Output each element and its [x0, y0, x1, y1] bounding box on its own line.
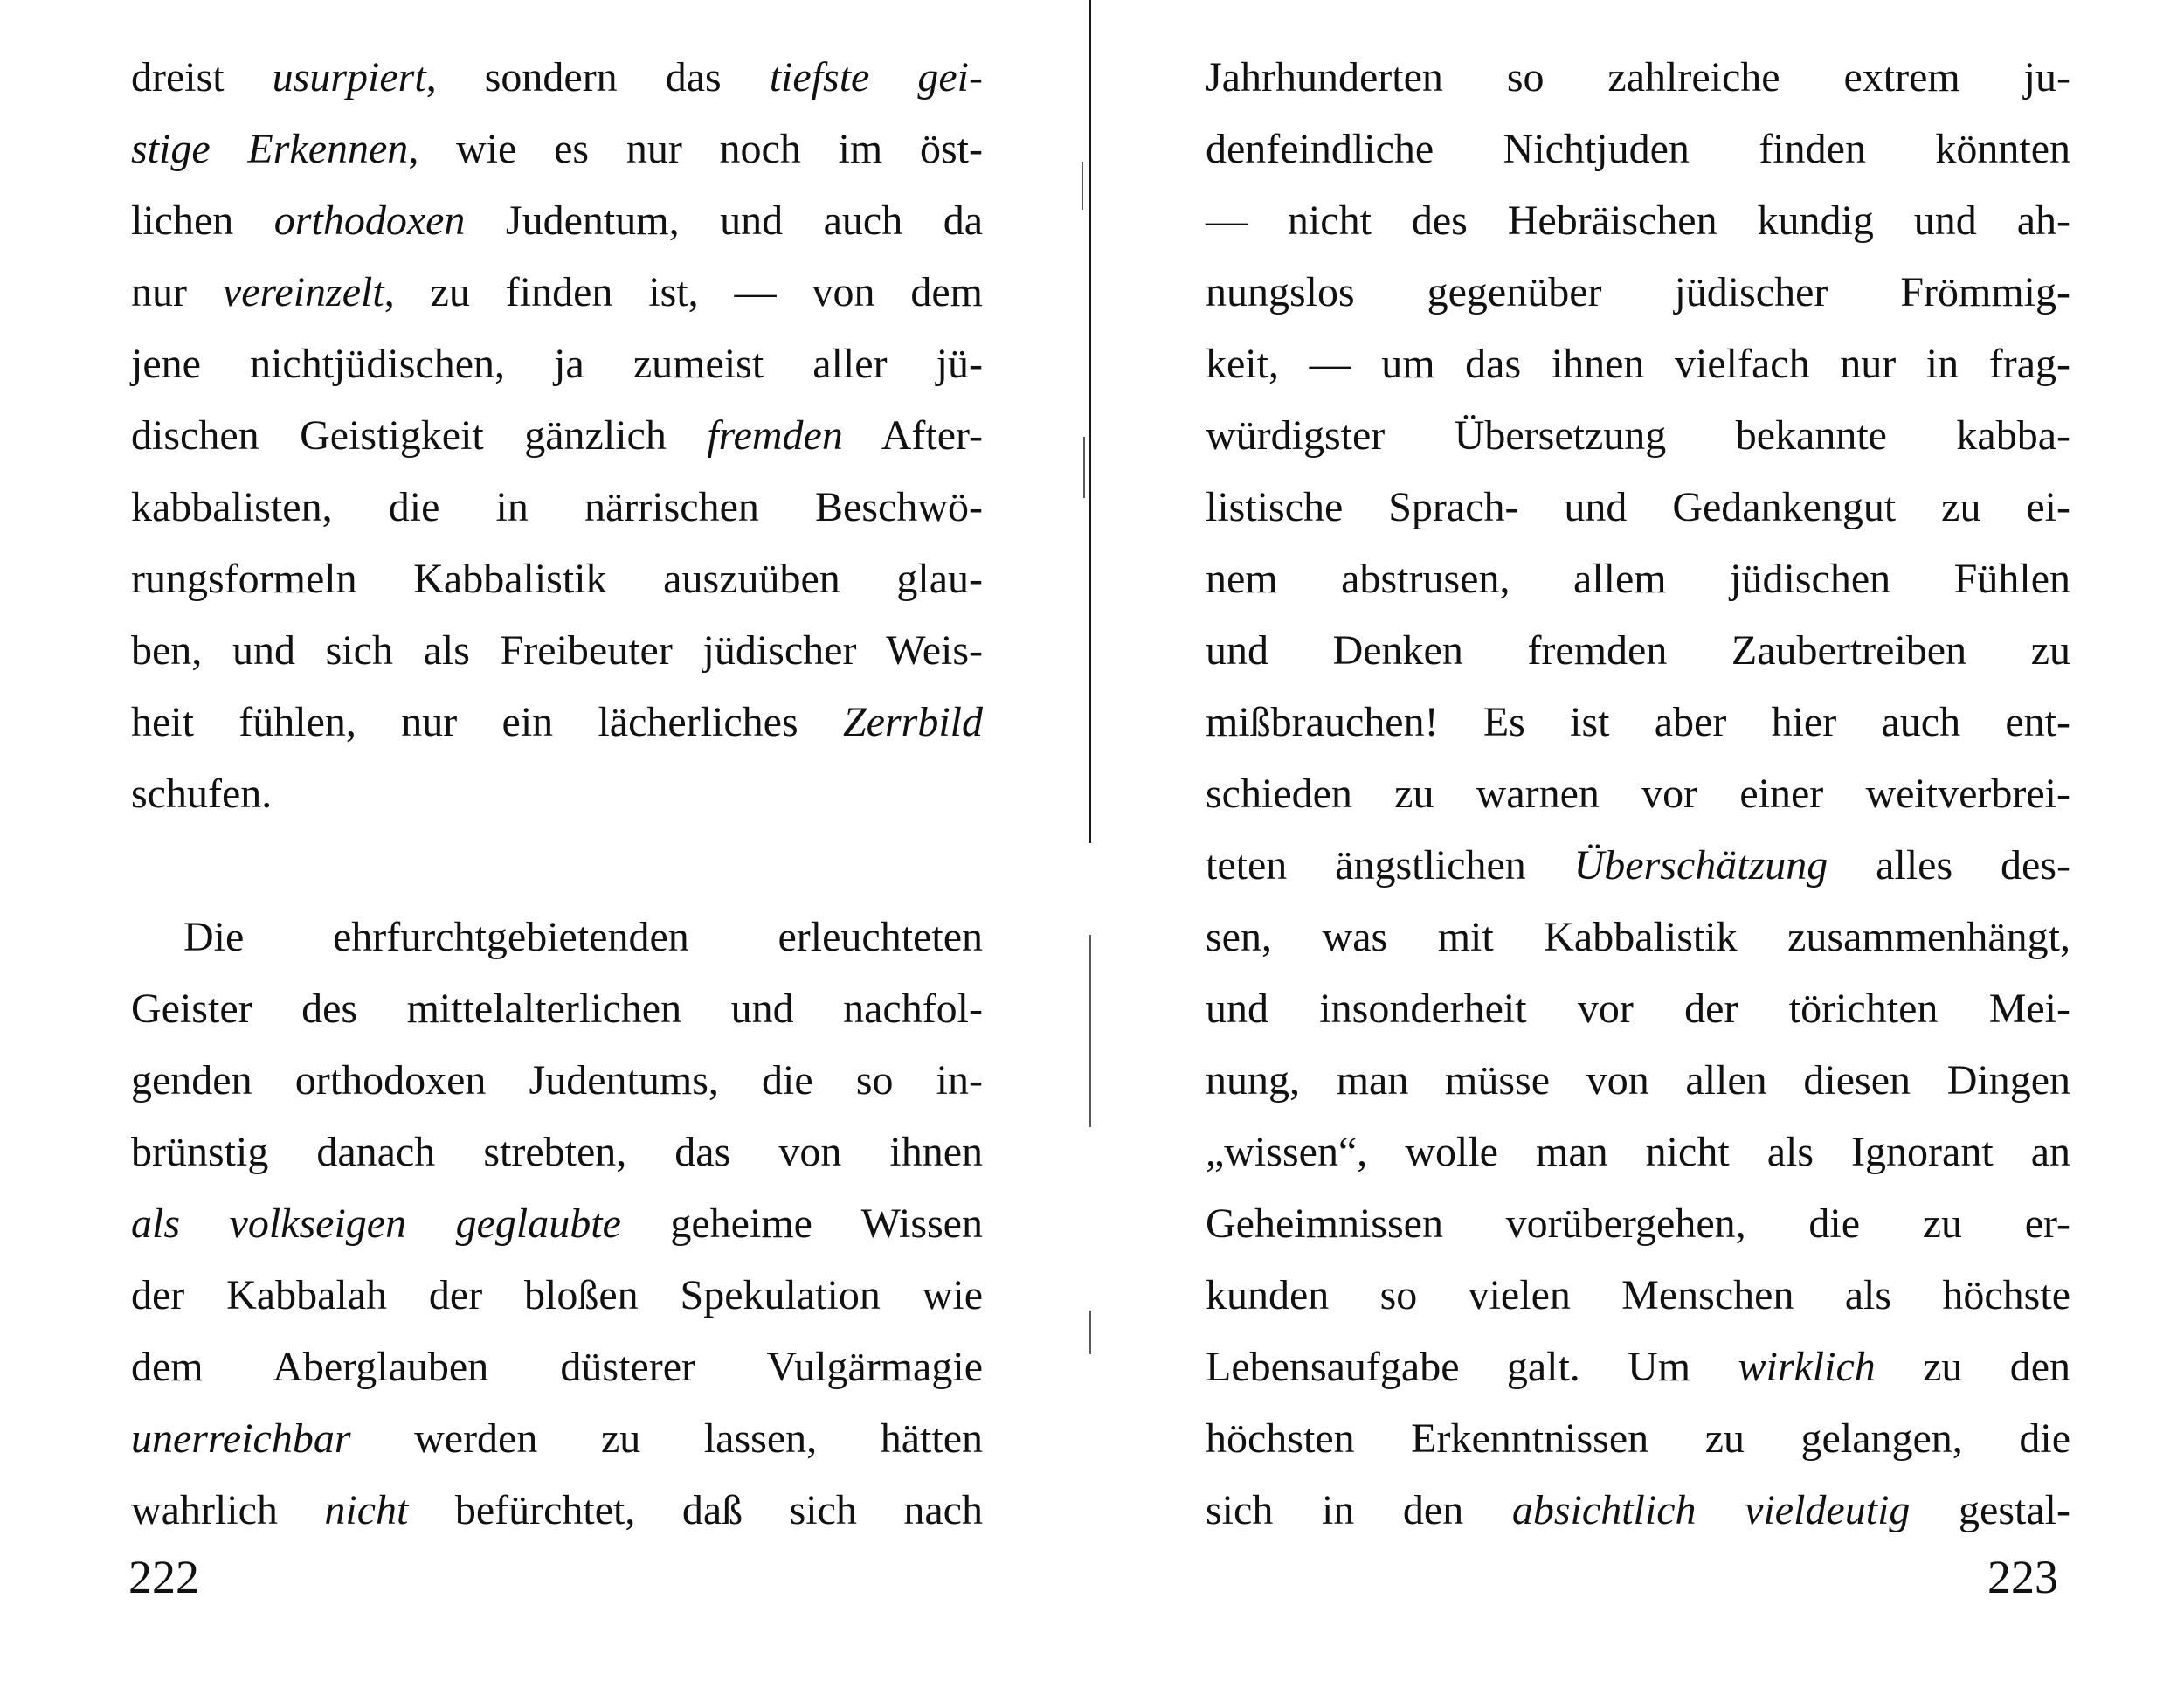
text-line — [131, 329, 983, 400]
emphasized-text: Zerrbild — [842, 699, 983, 745]
text-run: sich in den — [1206, 1487, 1512, 1533]
text-run: nungslos gegenüber jüdischer Frömmig- — [1206, 269, 2070, 315]
text-line — [131, 758, 983, 830]
left-page-text — [131, 42, 983, 1546]
text-run: nem abstrusen, allem jüdischen Fühlen — [1206, 556, 2070, 602]
text-line — [131, 42, 983, 114]
text-line — [131, 257, 983, 329]
text-line — [1206, 1403, 2070, 1475]
emphasized-text: Überschätzung — [1573, 842, 1828, 889]
text-run: listische Sprach- und Gedankengut zu ei- — [1206, 484, 2070, 530]
text-run: jene nichtjüdischen, ja zumeist aller jü- — [131, 341, 983, 387]
text-run: After- — [842, 412, 984, 459]
text-run: höchsten Erkenntnissen zu gelangen, die — [1206, 1415, 2070, 1462]
text-line — [1206, 114, 2070, 185]
text-run: dischen Geistigkeit gänzlich — [131, 412, 708, 459]
text-run: nur — [131, 269, 223, 315]
text-run: Lebensaufgabe galt. Um — [1206, 1344, 1738, 1390]
text-run: „wissen“, wolle man nicht als Ignorant an — [1206, 1129, 2070, 1175]
text-run: Judentum, und auch da — [465, 197, 984, 244]
text-line — [1206, 1475, 2070, 1546]
text-run: dem Aberglauben düsterer Vulgärmagie — [131, 1344, 983, 1390]
text-line — [1206, 1117, 2070, 1188]
text-line — [1206, 329, 2070, 400]
gutter-mark — [1082, 162, 1083, 210]
text-line — [1206, 758, 2070, 830]
right-page — [1096, 0, 2184, 1695]
text-line — [1206, 615, 2070, 687]
text-run: alles des- — [1828, 842, 2070, 889]
text-line — [131, 1475, 983, 1546]
text-line — [131, 615, 983, 687]
text-line — [131, 543, 983, 615]
right-page-text — [1206, 42, 2070, 1546]
text-line — [131, 472, 983, 543]
emphasized-text: vereinzelt — [222, 269, 384, 315]
text-line — [1206, 1045, 2070, 1117]
text-run: mißbrauchen! Es ist aber hier auch ent- — [1206, 699, 2070, 745]
text-line — [131, 1332, 983, 1403]
text-run: schufen. — [131, 771, 273, 817]
text-line — [1206, 543, 2070, 615]
text-run: — nicht des Hebräischen kundig und ah- — [1206, 197, 2070, 244]
text-line — [131, 114, 983, 185]
gutter-line — [1089, 0, 1091, 843]
text-run: , sondern das — [425, 54, 770, 100]
text-run: und Denken fremden Zaubertreiben zu — [1206, 627, 2070, 674]
text-line — [131, 400, 983, 472]
text-run: Die ehrfurchtgebietenden erleuchteten — [183, 914, 983, 960]
text-line — [1206, 472, 2070, 543]
text-run: keit, — um das ihnen vielfach nur in frag- — [1206, 341, 2070, 387]
text-line — [1206, 1260, 2070, 1332]
text-run: Geheimnissen vorübergehen, die zu er- — [1206, 1200, 2070, 1247]
emphasized-text: nicht — [324, 1487, 409, 1533]
emphasized-text: tiefste gei- — [769, 54, 984, 100]
text-run: heit fühlen, nur ein lächerliches — [131, 699, 843, 745]
text-line — [131, 185, 983, 257]
text-run: , zu finden ist, — von dem — [384, 269, 984, 315]
left-page-number: 222 — [128, 1551, 199, 1603]
text-line — [1206, 185, 2070, 257]
text-run: würdigster Übersetzung bekannte kabba- — [1206, 412, 2070, 459]
paragraph — [131, 902, 983, 1546]
text-line — [131, 1117, 983, 1188]
text-line — [131, 973, 983, 1045]
emphasized-text: unerreichbar — [131, 1415, 351, 1462]
emphasized-text: fremden — [707, 412, 843, 459]
text-run: und insonderheit vor der törichten Mei- — [1206, 986, 2070, 1032]
emphasized-text: als volkseigen geglaubte — [131, 1200, 621, 1247]
gutter-mark — [1083, 437, 1085, 498]
text-run: ben, und sich als Freibeuter jüdischer Weis- — [131, 627, 983, 674]
text-line — [1206, 257, 2070, 329]
text-line — [131, 902, 983, 973]
text-line — [131, 1045, 983, 1117]
emphasized-text: absichtlich vieldeutig — [1511, 1487, 1911, 1533]
text-line — [1206, 687, 2070, 758]
text-line — [131, 687, 983, 758]
text-line — [1206, 1188, 2070, 1260]
text-run: Jahrhunderten so zahlreiche extrem ju- — [1206, 54, 2070, 100]
text-run: werden zu lassen, hätten — [350, 1415, 983, 1462]
emphasized-text: usurpiert — [272, 54, 426, 100]
left-page — [0, 0, 1083, 1695]
text-run: kabbalisten, die in närrischen Beschwö- — [131, 484, 983, 530]
gutter-mark — [1089, 1311, 1091, 1354]
text-line — [1206, 1332, 2070, 1403]
text-run: schieden zu warnen vor einer weitverbrei- — [1206, 771, 2070, 817]
text-line — [1206, 830, 2070, 902]
emphasized-text: orthodoxen — [273, 197, 466, 244]
text-run: teten ängstlichen — [1206, 842, 1574, 889]
text-run: geheime Wissen — [620, 1200, 983, 1247]
text-run: kunden so vielen Menschen als höchste — [1206, 1272, 2070, 1318]
text-line — [131, 1260, 983, 1332]
text-run: zu den — [1875, 1344, 2071, 1390]
text-line — [1206, 42, 2070, 114]
text-run: wahrlich — [131, 1487, 325, 1533]
text-line — [131, 1403, 983, 1475]
gutter-mark — [1089, 935, 1091, 1127]
text-run: gestal- — [1910, 1487, 2070, 1533]
text-run: der Kabbalah der bloßen Spekulation wie — [131, 1272, 983, 1318]
text-line — [1206, 400, 2070, 472]
text-run: rungsformeln Kabbalistik auszuüben glau- — [131, 556, 983, 602]
text-run: nung, man müsse von allen diesen Dingen — [1206, 1057, 2070, 1103]
text-run: denfeindliche Nichtjuden finden könnten — [1206, 126, 2070, 172]
right-page-number: 223 — [1987, 1551, 2058, 1603]
text-run: brünstig danach strebten, das von ihnen — [131, 1129, 983, 1175]
text-run: lichen — [131, 197, 274, 244]
emphasized-text: stige Erkennen — [131, 126, 409, 172]
text-line — [1206, 973, 2070, 1045]
emphasized-text: wirklich — [1738, 1344, 1876, 1390]
text-run: Geister des mittelalterlichen und nachfol- — [131, 986, 983, 1032]
text-line — [131, 1188, 983, 1260]
paragraph-gap — [131, 830, 983, 902]
text-run: genden orthodoxen Judentums, die so in- — [131, 1057, 983, 1103]
text-run: dreist — [131, 54, 273, 100]
text-run: , wie es nur noch im öst- — [408, 126, 983, 172]
text-run: sen, was mit Kabbalistik zusammenhängt, — [1206, 914, 2070, 960]
text-run: befürchtet, daß sich nach — [408, 1487, 983, 1533]
text-line — [1206, 902, 2070, 973]
